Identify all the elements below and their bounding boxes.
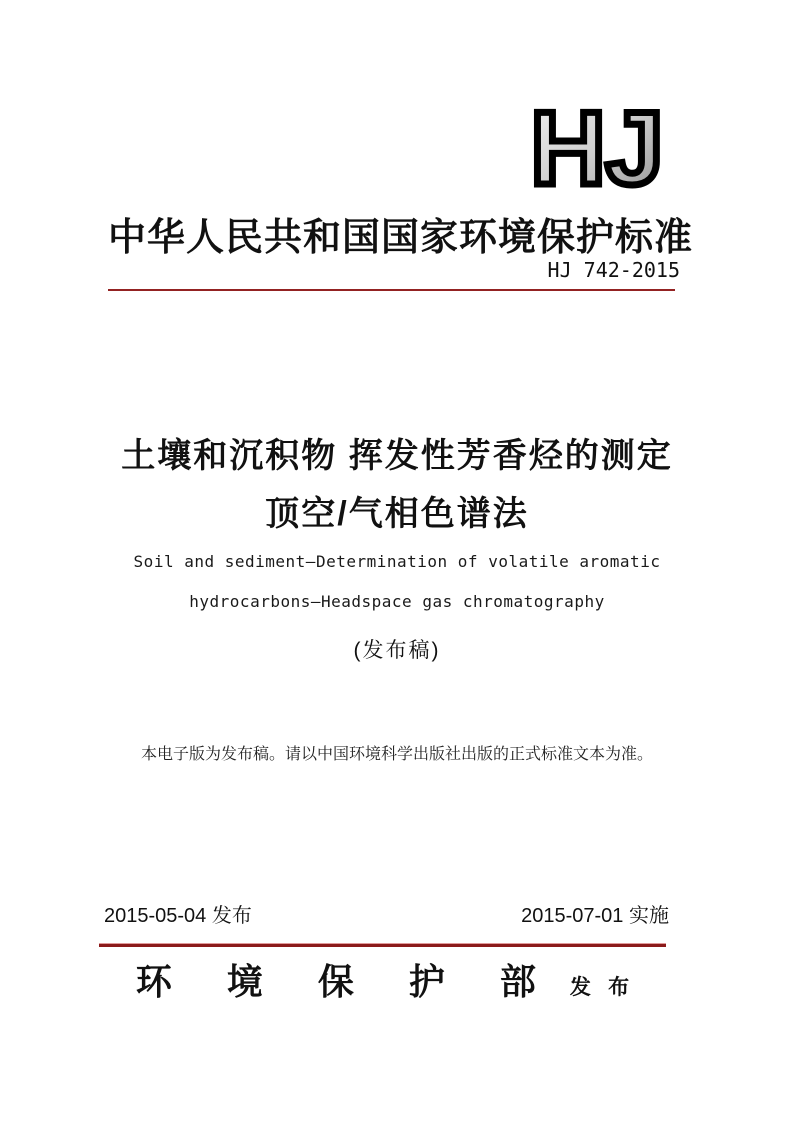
- document-title-zh-line2: 顶空/气相色谱法: [265, 495, 529, 533]
- document-title-en-line2: hydrocarbons—Headspace gas chromatography: [189, 592, 605, 611]
- svg-text:HJ: HJ: [530, 98, 664, 203]
- issuer-name: 环 境 保 护 部: [135, 962, 536, 1002]
- edition-notice: 本电子版为发布稿。请以中国环境科学出版社出版的正式标准文本为准。: [140, 746, 653, 763]
- draft-label: (发布稿): [353, 639, 441, 662]
- footer-rule: [99, 943, 666, 947]
- effective-date: 2015-07-01 实施: [521, 905, 669, 927]
- issuer-row: [99, 954, 666, 1005]
- footer-rule-thick: [99, 944, 666, 947]
- issue-date: 2015-05-04 发布: [104, 905, 252, 927]
- dates-row: [104, 899, 669, 928]
- document-title-en-line1: Soil and sediment—Determination of volatile aromatic: [133, 552, 661, 571]
- standard-number: HJ 742-2015: [547, 258, 680, 282]
- header-rule: [108, 289, 675, 291]
- hj-logo-icon: [515, 98, 680, 203]
- document-title-zh-line1: 土壤和沉积物 挥发性芳香烃的测定: [121, 437, 673, 475]
- hj-logo: [515, 98, 680, 203]
- publish-label: 发 布: [569, 975, 630, 999]
- header-title: 中华人民共和国国家环境保护标准: [108, 217, 694, 259]
